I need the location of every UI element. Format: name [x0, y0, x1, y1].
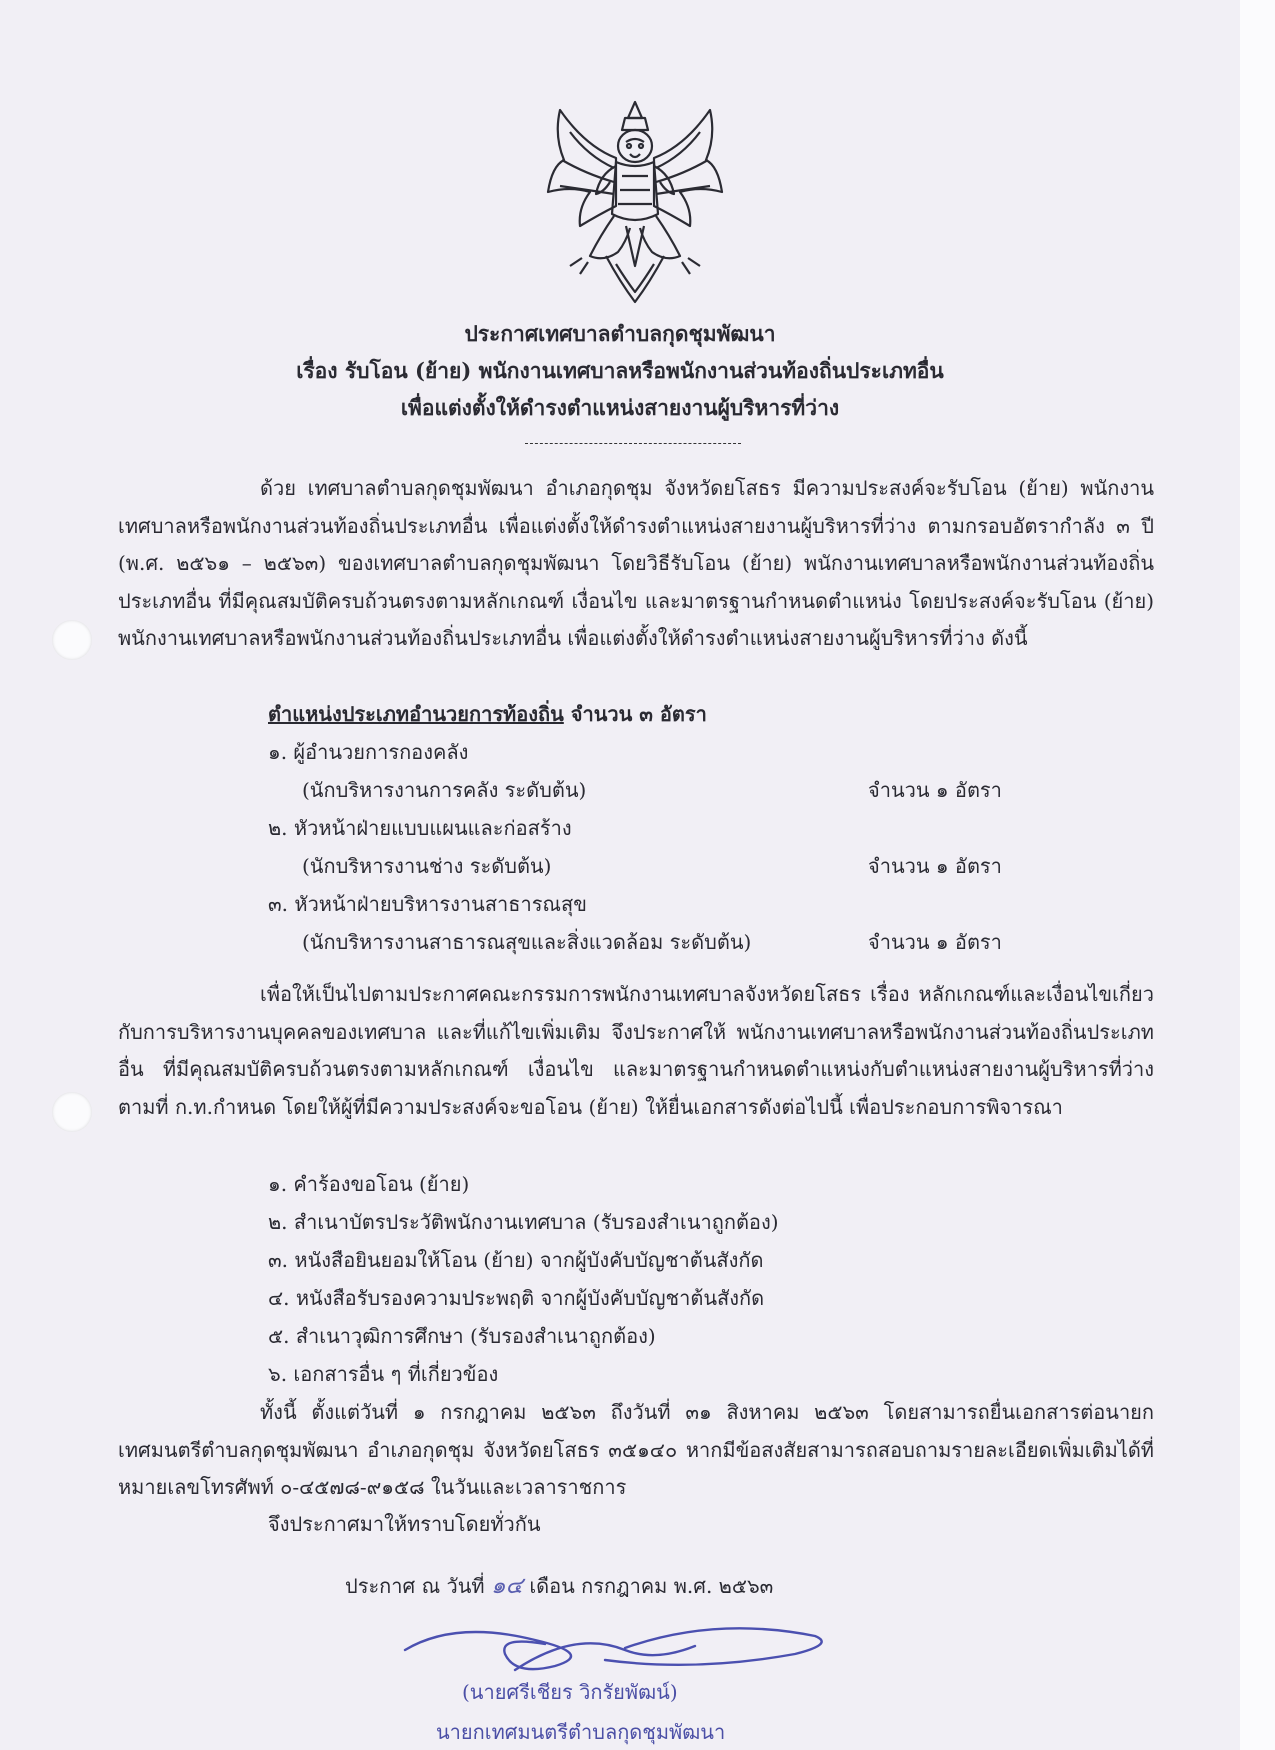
date-prefix: ประกาศ ณ วันที่	[345, 1574, 485, 1598]
position-1-name: ๑. ผู้อำนวยการกองคลัง	[268, 740, 469, 764]
positions-heading-underlined: ตำแหน่งประเภทอำนวยการท้องถิ่น	[268, 702, 564, 726]
page-edge	[1240, 0, 1275, 1750]
date-suffix: เดือน กรกฎาคม พ.ศ. ๒๕๖๓	[529, 1574, 774, 1598]
document-item-2: ๒. สำเนาบัตรประวัติพนักงานเทศบาล (รับรองสำเนาถูกต้อง)	[268, 1210, 779, 1234]
position-2-detail: (นักบริหารงานช่าง ระดับต้น)	[302, 854, 552, 878]
position-3-count: จำนวน ๑ อัตรา	[868, 930, 1002, 954]
positions-heading	[268, 698, 707, 730]
signer-title: นายกเทศมนตรีตำบลกุดชุมพัฒนา	[436, 1720, 726, 1744]
document-item-1: ๑. คำร้องขอโอน (ย้าย)	[268, 1172, 470, 1196]
document-item-6: ๖. เอกสารอื่น ๆ ที่เกี่ยวข้อง	[268, 1362, 499, 1386]
punch-hole	[52, 1092, 92, 1132]
position-2-name: ๒. หัวหน้าฝ่ายแบบแผนและก่อสร้าง	[268, 816, 572, 840]
position-3-name: ๓. หัวหน้าฝ่ายบริหารงานสาธารณสุข	[268, 892, 587, 916]
position-1-count: จำนวน ๑ อัตรา	[868, 778, 1002, 802]
garuda-emblem-icon	[530, 96, 740, 308]
position-3-detail: (นักบริหารงานสาธารณสุขและสิ่งแวดล้อม ระดับต้น)	[302, 930, 752, 954]
signer-name: (นายศรีเชียร วิกรัยพัฒน์)	[462, 1680, 678, 1704]
submission-paragraph: ทั้งนี้ ตั้งแต่วันที่ ๑ กรกฎาคม ๒๕๖๓ ถึงวันที่ ๓๑ สิงหาคม ๒๕๖๓ โดยสามารถยื่นเอกสารต่อนายกเทศมนตรีตำบลกุดชุมพัฒนา อำเภอกุดชุม จังหวัดยโสธร ๓๕๑๔๐ หากมีข้อสงสัยสามารถสอบถามรายละเอียดเพิ่มเติมได้ที่หมายเลขโทรศัพท์ ๐-๔๕๗๘-๙๑๕๘ ในวันและเวลาราชการ	[118, 1400, 1154, 1499]
announcement-subject: เรื่อง รับโอน (ย้าย) พนักงานเทศบาลหรือพนักงานส่วนท้องถิ่นประเภทอื่น	[296, 358, 944, 383]
position-1-detail: (นักบริหารงานการคลัง ระดับต้น)	[302, 778, 587, 802]
document-item-5: ๕. สำเนาวุฒิการศึกษา (รับรองสำเนาถูกต้อง)	[268, 1324, 656, 1348]
closing-statement: จึงประกาศมาให้ทราบโดยทั่วกัน	[268, 1512, 541, 1536]
announcement-date	[345, 1568, 773, 1604]
date-day-handwritten: ๑๔	[490, 1573, 523, 1599]
criteria-paragraph: เพื่อให้เป็นไปตามประกาศคณะกรรมการพนักงานเทศบาลจังหวัดยโสธร เรื่อง หลักเกณฑ์และเงื่อนไขเกี่ยวกับการบริหารงานบุคคลของเทศบาล และที่แก้ไขเพิ่มเติม จึงประกาศให้ พนักงานเทศบาลหรือพนักงานส่วนท้องถิ่นประเภทอื่น ที่มีคุณสมบัติครบถ้วนตรงตามหลักเกณฑ์ เงื่อนไข และมาตรฐานกำหนดตำแหน่งกับตำแหน่งสายงานผู้บริหารที่ว่าง ตามที่ ก.ท.กำหนด โดยให้ผู้ที่มีความประสงค์จะขอโอน (ย้าย) ให้ยื่นเอกสารดังต่อไปนี้ เพื่อประกอบการพิจารณา	[118, 982, 1154, 1119]
document-item-4: ๔. หนังสือรับรองความประพฤติ จากผู้บังคับบัญชาต้นสังกัด	[268, 1286, 765, 1310]
document-item-3: ๓. หนังสือยินยอมให้โอน (ย้าย) จากผู้บังคับบัญชาต้นสังกัด	[268, 1248, 764, 1272]
positions-heading-count: จำนวน ๓ อัตรา	[563, 702, 707, 726]
announcement-title: ประกาศเทศบาลตำบลกุดชุมพัฒนา	[464, 321, 776, 346]
intro-paragraph: ด้วย เทศบาลตำบลกุดชุมพัฒนา อำเภอกุดชุม จังหวัดยโสธร มีความประสงค์จะรับโอน (ย้าย) พนักงานเทศบาลหรือพนักงานส่วนท้องถิ่นประเภทอื่น เพื่อแต่งตั้งให้ดำรงตำแหน่งสายงานผู้บริหารที่ว่าง ตามกรอบอัตรากำลัง ๓ ปี (พ.ศ. ๒๕๖๑ – ๒๕๖๓) ของเทศบาลตำบลกุดชุมพัฒนา โดยวิธีรับโอน (ย้าย) พนักงานเทศบาลหรือพนักงานส่วนท้องถิ่นประเภทอื่น ที่มีคุณสมบัติครบถ้วนตรงตามหลักเกณฑ์ เงื่อนไข และมาตรฐานกำหนดตำแหน่ง โดยประสงค์จะรับโอน (ย้าย) พนักงานเทศบาลหรือพนักงานส่วนท้องถิ่นประเภทอื่น เพื่อแต่งตั้งให้ดำรงตำแหน่งสายงานผู้บริหารที่ว่าง ดังนี้	[118, 476, 1154, 650]
announcement-subject-cont: เพื่อแต่งตั้งให้ดำรงตำแหน่งสายงานผู้บริหารที่ว่าง	[400, 395, 840, 420]
position-2-count: จำนวน ๑ อัตรา	[868, 854, 1002, 878]
title-divider	[525, 443, 741, 444]
punch-hole	[52, 620, 92, 660]
